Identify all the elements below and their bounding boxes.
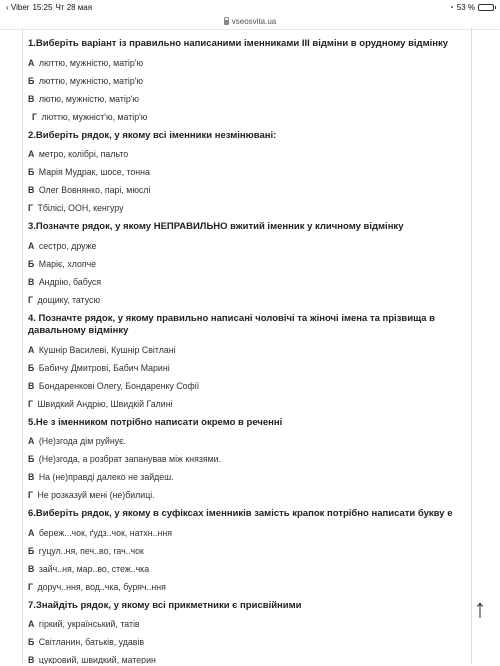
answer-option[interactable]	[28, 619, 467, 630]
option-letter: А	[28, 344, 35, 355]
answer-option[interactable]	[28, 94, 467, 105]
answer-option[interactable]	[28, 167, 467, 178]
back-chevron-icon: ‹	[6, 2, 9, 12]
option-text: Олег Вовнянко, парі, мюслі	[38, 185, 151, 195]
answer-option[interactable]	[28, 277, 467, 288]
option-letter: В	[28, 185, 35, 195]
option-text: Тбілісі, ООН, кенгуру	[37, 203, 124, 213]
option-text: (Не)згода дім руйнує.	[38, 436, 127, 446]
option-letter: Б	[28, 637, 35, 647]
status-bar	[0, 0, 500, 14]
answer-option[interactable]	[28, 76, 467, 87]
option-letter: В	[28, 276, 35, 287]
option-letter: Б	[28, 545, 35, 556]
answer-option[interactable]	[28, 203, 467, 214]
answer-option[interactable]	[28, 472, 467, 483]
option-text: Марія Мудрак, шосе, тонна	[38, 167, 150, 177]
option-text: зайч..ня, мар..во, стеж..чка	[38, 563, 150, 574]
option-text: Швидкий Андрію, Швидкій Галині	[37, 398, 173, 409]
option-letter: Б	[28, 258, 35, 269]
option-text: гуцул..ня, печ..во, гач..чок	[38, 545, 144, 556]
option-letter: Б	[28, 454, 35, 464]
battery-percent: 53 %	[456, 2, 475, 12]
option-letter: А	[28, 240, 35, 251]
back-to-app-link[interactable]: ‹ Viber	[6, 2, 30, 12]
question-title: 3.Позначте рядок, у якому НЕПРАВИЛЬНО вжитий іменник у кличному відмінку	[28, 221, 404, 232]
option-text: Бондаренкові Олегу, Бондаренку Софії	[38, 380, 200, 391]
option-text: люттю, мужністю, матір'ю	[38, 75, 144, 86]
option-letter: Г	[28, 490, 33, 500]
option-letter: Б	[28, 167, 35, 177]
option-text: (Не)згода, а розбрат запанував між князями.	[38, 454, 222, 464]
option-letter: В	[28, 655, 35, 664]
answer-option[interactable]	[28, 637, 467, 648]
answer-option[interactable]	[28, 655, 467, 664]
answer-option[interactable]	[28, 454, 467, 465]
answer-option[interactable]	[28, 490, 467, 501]
answer-option[interactable]	[28, 295, 467, 306]
option-text: сестро, друже	[38, 240, 97, 251]
quiz-content	[22, 28, 472, 664]
question-title: 5.Не з іменником потрібно написати окремо в реченні	[28, 416, 283, 428]
battery-icon	[478, 4, 494, 11]
answer-option[interactable]	[28, 241, 467, 252]
option-letter: А	[28, 619, 35, 629]
answer-option[interactable]	[28, 112, 467, 123]
answer-option[interactable]	[28, 185, 467, 196]
option-text: люттю, мужніст'ю, матір'ю	[41, 111, 148, 122]
question-title: 1.Виберіть варіант із правильно написаними іменниками ІІІ відміни в орудному відмінку	[28, 38, 449, 49]
option-text: дощику, татусю	[37, 294, 101, 305]
option-letter: Б	[28, 75, 35, 86]
option-letter: Г	[28, 398, 33, 409]
option-text: люттю, мужністю, матір'ю	[38, 57, 144, 68]
wifi-icon: ◔	[448, 2, 454, 12]
option-text: гіркий, український, татів	[38, 619, 140, 629]
question-title: 6.Виберіть рядок, у якому в суфіксах іменників замість крапок потрібно написати букву е	[28, 508, 453, 519]
option-text: доруч..ння, вод..чка, буряч..ння	[37, 581, 166, 592]
question-title: 2.Виберіть рядок, у якому всі іменники незмінювані:	[28, 129, 277, 141]
question-title: 7.Знайдіть рядок, у якому всі прикметники є присвійними	[28, 599, 302, 611]
option-letter: Г	[32, 111, 37, 122]
option-letter: В	[28, 380, 35, 391]
answer-option[interactable]	[28, 363, 467, 374]
option-text: лютю, мужністю, матір'ю	[38, 93, 140, 104]
answer-option[interactable]	[28, 345, 467, 356]
status-time: 15:25	[32, 2, 53, 12]
option-letter: Г	[28, 203, 33, 213]
option-letter: В	[28, 472, 35, 482]
url-text: vseosvita.ua	[231, 17, 277, 26]
answer-option[interactable]	[28, 436, 467, 447]
option-text: Світланин, батьків, удавів	[38, 637, 145, 647]
answer-option[interactable]	[28, 564, 467, 575]
option-text: Маріє, хлопче	[38, 258, 97, 269]
option-text: Кушнір Василеві, Кушнір Світлані	[38, 344, 176, 355]
answer-option[interactable]	[28, 399, 467, 410]
option-letter: А	[28, 149, 35, 159]
option-text: Не розказуй мені (не)билиці.	[37, 490, 155, 500]
option-text: цукровий, швидкий, материн	[38, 655, 156, 664]
question-title: 4. Позначте рядок, у якому правильно написані чоловічі та жіночі імена та прізвища в давальному відмінку	[28, 312, 435, 336]
option-letter: В	[28, 563, 35, 574]
answer-option[interactable]	[28, 149, 467, 160]
answer-option[interactable]	[28, 259, 467, 270]
answer-option[interactable]	[28, 582, 467, 593]
answer-option[interactable]	[28, 528, 467, 539]
option-text: Бабичу Дмитрові, Бабич Марині	[38, 362, 170, 373]
option-letter: В	[28, 93, 35, 104]
option-letter: А	[28, 57, 35, 68]
option-text: береж...чок, ґудз..чок, натхн..ння	[38, 527, 172, 538]
status-date: Чт 28 мая	[55, 2, 93, 12]
answer-option[interactable]	[28, 58, 467, 69]
option-letter: Г	[28, 294, 33, 305]
option-letter: А	[28, 436, 35, 446]
option-text: метро, колібрі, пальто	[38, 149, 129, 159]
option-letter: Г	[28, 581, 33, 592]
option-text: На (не)правді далеко не зайдеш.	[38, 472, 174, 482]
lock-icon	[224, 20, 229, 25]
scroll-to-top-arrow-icon[interactable]: ↑	[473, 593, 487, 623]
option-text: Андрію, бабуся	[38, 276, 102, 287]
answer-option[interactable]	[28, 546, 467, 557]
option-letter: А	[28, 527, 35, 538]
answer-option[interactable]	[28, 381, 467, 392]
option-letter: Б	[28, 362, 35, 373]
